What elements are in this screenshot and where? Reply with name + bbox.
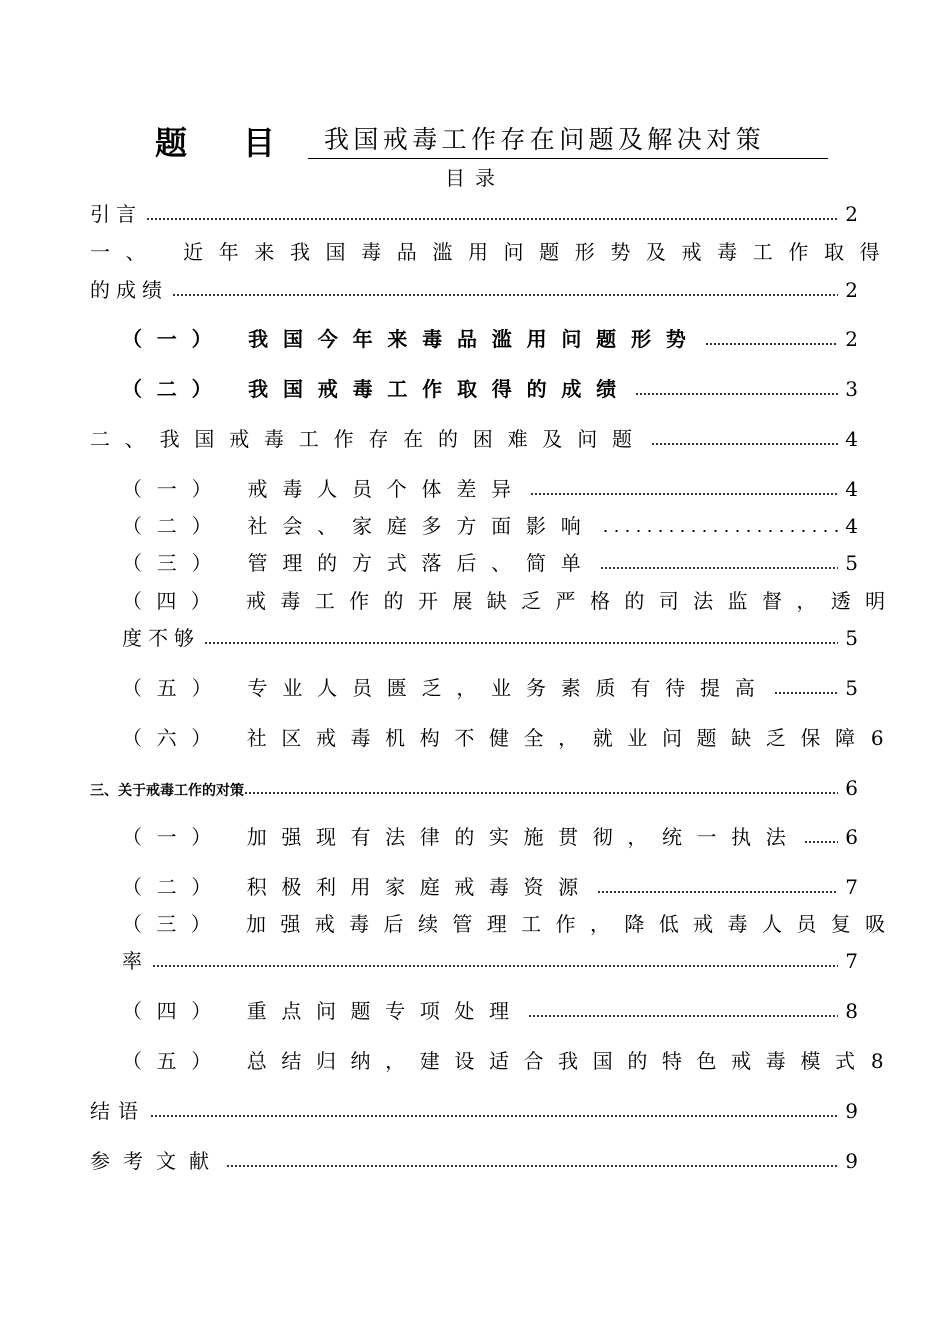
toc-entry-label-line2: 率 bbox=[122, 949, 148, 973]
leader-dots bbox=[530, 492, 838, 496]
leader-dots bbox=[600, 566, 838, 570]
toc-entry-1-2[interactable] bbox=[122, 375, 858, 403]
toc-entry-label: （三） 管理的方式落后、简单 bbox=[122, 551, 596, 575]
toc-page-number: 7 bbox=[845, 875, 858, 899]
toc-entry-label: 三、关于戒毒工作的对策 bbox=[90, 783, 244, 799]
toc-entry-label: （五） 专业人员匮乏，业务素质有待提高 bbox=[122, 676, 770, 700]
toc-entry-3-4[interactable] bbox=[122, 997, 858, 1025]
toc-entry-3-1[interactable] bbox=[122, 823, 858, 851]
toc-entry-label: 结语 bbox=[90, 1099, 146, 1123]
toc-entry-3-3[interactable] bbox=[122, 910, 900, 938]
toc-page-number: 5 bbox=[845, 551, 858, 575]
toc-entry-label-line1: 一、 近年来我国毒品滥用问题形势及戒毒工作取得 bbox=[90, 240, 896, 264]
toc-entry-introduction[interactable] bbox=[90, 200, 858, 228]
leader-dots bbox=[146, 217, 838, 221]
toc-entry-2-5[interactable] bbox=[122, 674, 858, 702]
toc-entry-2-3[interactable] bbox=[122, 549, 858, 577]
toc-entry-2-4-cont[interactable] bbox=[122, 624, 858, 652]
toc-page-number: 4 bbox=[845, 514, 858, 538]
toc-entry-label: （一） 戒毒人员个体差异 bbox=[122, 477, 526, 501]
toc-entry-label-line1: （四） 戒毒工作的开展缺乏严格的司法监督，透明 bbox=[122, 589, 900, 613]
toc-entry-label: （五） 总结归纳，建设适合我国的特色戒毒模式 bbox=[122, 1049, 870, 1073]
leader-dots bbox=[226, 1164, 838, 1168]
leader-dots bbox=[597, 890, 838, 894]
toc-entry-label-line1: （三） 加强戒毒后续管理工作，降低戒毒人员复吸 bbox=[122, 912, 900, 936]
toc-entry-label: （四） 重点问题专项处理 bbox=[122, 999, 524, 1023]
toc-page-number: 6 bbox=[845, 825, 858, 849]
toc-entry-label: （二） 积极利用家庭戒毒资源 bbox=[122, 875, 593, 899]
toc-page-number: 8 bbox=[870, 1049, 884, 1073]
toc-entry-label: 二、我国戒毒工作存在的困难及问题 bbox=[90, 427, 647, 451]
toc-entry-label: （二） 我国戒毒工作取得的成绩 bbox=[122, 377, 631, 401]
toc-page-number: 6 bbox=[845, 776, 858, 800]
leader-dots bbox=[705, 342, 838, 346]
toc-entry-label: （一） 我国今年来毒品滥用问题形势 bbox=[122, 327, 701, 351]
toc-page-number: 5 bbox=[845, 626, 858, 650]
toc-entry-label: （六） 社区戒毒机构不健全，就业问题缺乏保障 bbox=[122, 726, 870, 750]
leader-dots bbox=[600, 529, 838, 533]
toc-entry-section-3[interactable] bbox=[90, 774, 858, 805]
toc-entry-conclusion[interactable] bbox=[90, 1097, 858, 1125]
leader-dots bbox=[804, 840, 838, 844]
toc-entry-label-line2: 度不够 bbox=[122, 626, 200, 650]
leader-dots bbox=[244, 791, 838, 795]
toc-entry-label: （二） 社会、家庭多方面影响 bbox=[122, 514, 596, 538]
toc-entry-section-2[interactable] bbox=[90, 425, 858, 453]
toc-entry-3-5[interactable] bbox=[122, 1047, 884, 1075]
toc-page-number: 4 bbox=[845, 477, 858, 501]
toc-entry-label: 参考文献 bbox=[90, 1149, 222, 1173]
leader-dots bbox=[774, 691, 838, 695]
toc-page-number: 8 bbox=[845, 999, 858, 1023]
toc-entry-section-1-cont[interactable] bbox=[90, 276, 858, 304]
toc-entry-label: （一） 加强现有法律的实施贯彻，统一执法 bbox=[122, 825, 801, 849]
leader-dots bbox=[172, 293, 838, 297]
toc-page-number: 2 bbox=[845, 327, 858, 351]
toc-entry-2-6[interactable] bbox=[122, 724, 884, 752]
toc-entry-section-1[interactable] bbox=[90, 238, 896, 266]
toc-page-number: 7 bbox=[845, 949, 858, 973]
leader-dots bbox=[152, 964, 838, 968]
toc-page-number: 9 bbox=[845, 1149, 858, 1173]
leader-dots bbox=[651, 442, 838, 446]
toc-page-number: 2 bbox=[845, 202, 858, 226]
toc-entry-3-2[interactable] bbox=[122, 873, 858, 901]
toc-page-number: 6 bbox=[870, 726, 884, 750]
toc-page-number: 9 bbox=[845, 1099, 858, 1123]
title-label: 题目 bbox=[155, 124, 332, 162]
leader-dots bbox=[528, 1014, 838, 1018]
toc-entry-2-4[interactable] bbox=[122, 587, 900, 615]
toc-entry-2-2[interactable] bbox=[122, 512, 858, 540]
toc-entry-label: 引言 bbox=[90, 202, 142, 226]
toc-entry-3-3-cont[interactable] bbox=[122, 947, 858, 975]
toc-page-number: 4 bbox=[845, 427, 858, 451]
toc-entry-2-1[interactable] bbox=[122, 475, 858, 503]
leader-dots bbox=[635, 392, 838, 396]
toc-page-number: 3 bbox=[845, 377, 858, 401]
toc-heading: 目录 bbox=[445, 166, 505, 190]
leader-dots bbox=[204, 641, 838, 645]
toc-entry-label-line2: 的成绩 bbox=[90, 278, 168, 302]
toc-page-number: 5 bbox=[845, 676, 858, 700]
toc-page-number: 2 bbox=[845, 278, 858, 302]
leader-dots bbox=[150, 1114, 838, 1118]
toc-entry-1-1[interactable] bbox=[122, 325, 858, 353]
toc-entry-references[interactable] bbox=[90, 1147, 858, 1175]
thesis-title: 我国戒毒工作存在问题及解决对策 bbox=[308, 124, 828, 159]
